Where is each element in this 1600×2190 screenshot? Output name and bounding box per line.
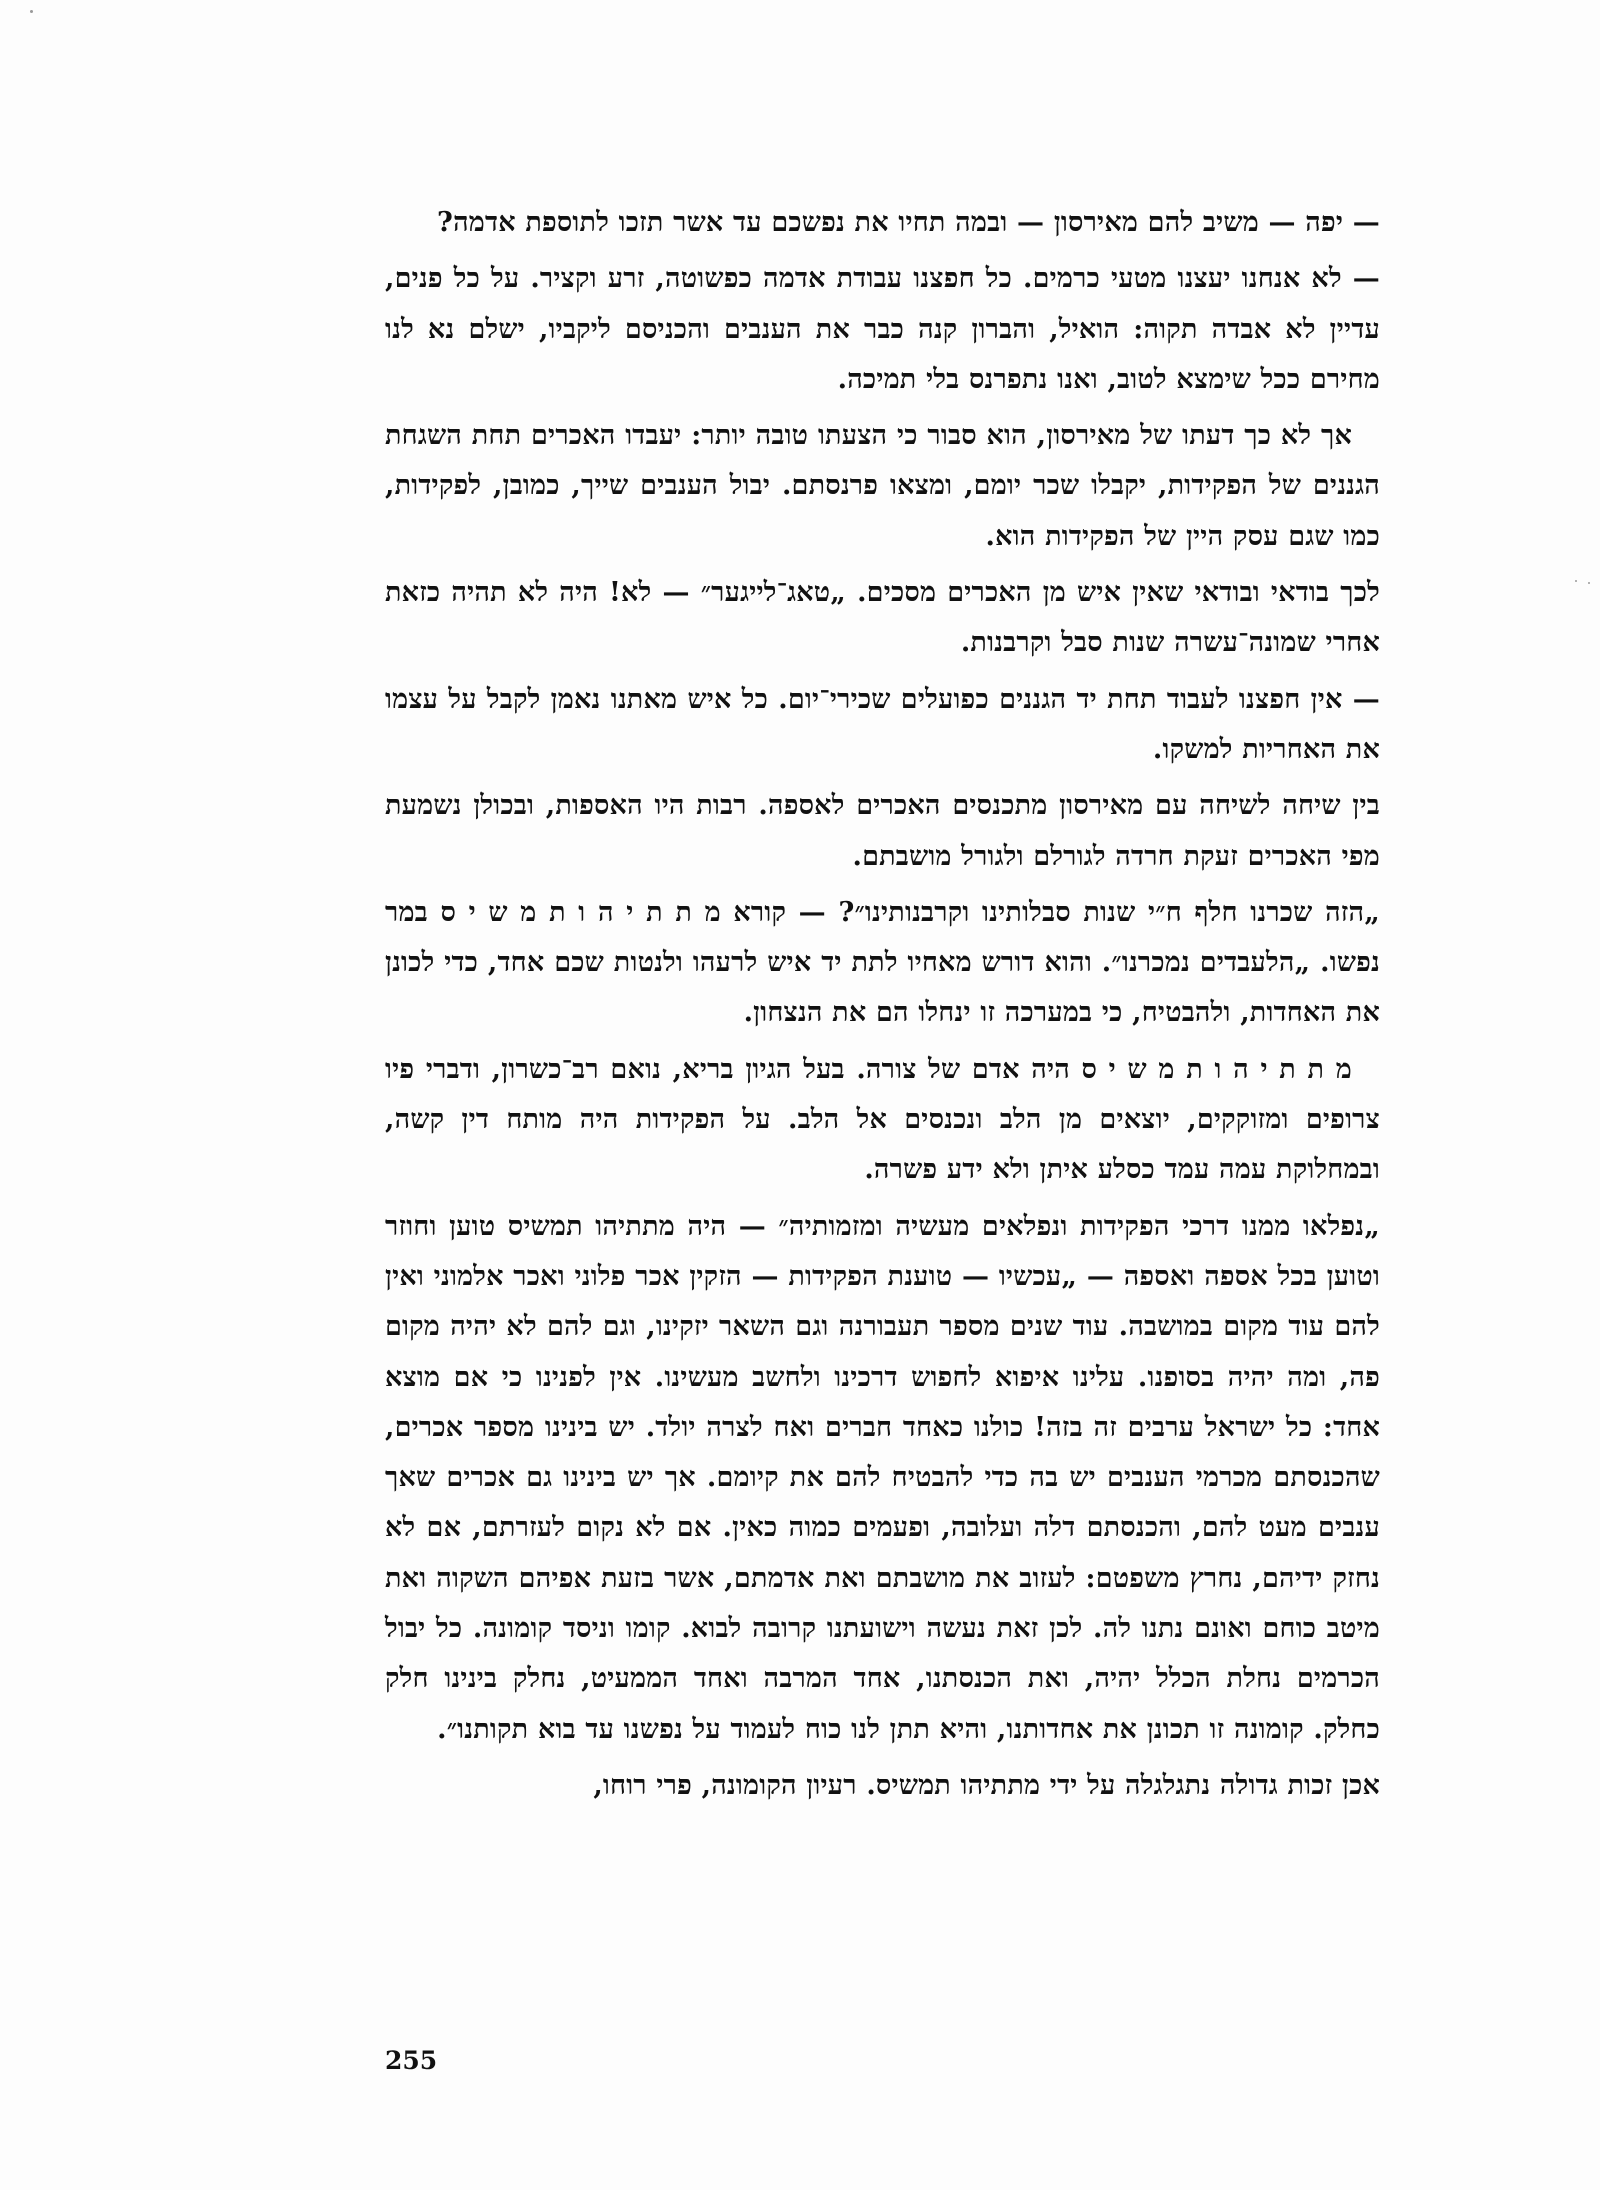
paragraph: — אין חפצנו לעבוד תחת יד הגננים כפועלים שכירי־יום. כל איש מאתנו נאמן לקבל על עצמו את האחריות למשקו.	[385, 683, 1380, 765]
paragraph: לכך בודאי ובודאי שאין איש מן האכרים מסכים. „טאג־לייגער״ — לא! היה לא תהיה כזאת אחרי שמונה־עשרה שנות סבל וקרבנות.	[385, 577, 1380, 659]
scan-speck	[1575, 580, 1577, 582]
paragraph: — לא אנחנו יעצנו מטעי כרמים. כל חפצנו עבודת אדמה כפשוטה, זרע וקציר. על כל פנים, עדיין לא אבדה תקוה: הואיל, והברון קנה כבר את הענבים והכניסם ליקביו, ישלם נא לנו מחירם ככל שימצא לטוב, ואנו נתפרנס בלי תמיכה.	[385, 263, 1380, 395]
paragraph: בין שיחה לשיחה עם מאירסון מתכנסים האכרים לאספה. רבות היו האספות, ובכולן נשמעת מפי האכרים זעקת חרדה לגורלם ולגורל מושבתם.	[385, 790, 1380, 872]
paragraph: אכן זכות גדולה נתגלגלה על ידי מתתיהו תמשיס. רעיון הקומונה, פרי רוחו,	[593, 1769, 1380, 1801]
paragraph: „נפלאו ממנו דרכי הפקידות ונפלאים מעשיה ומזמותיה״ — היה מתתיהו תמשיס טוען וחוזר וטוען בכל אספה ואספה — „עכשיו — טוענת הפקידות — הזקין אכר פלוני ואכר אלמוני ואין להם עוד מקום במושבה. עוד שנים מספר תעבורנה וגם השאר יזקינו, וגם להם לא יהיה מקום פה, ומה יהיה בסופנו. עלינו איפוא לחפוש דרכינו ולחשב מעשינו. אין לפנינו כי אם מוצא אחד: כל ישראל ערבים זה בזה! כולנו כאחד חברים ואח לצרה יולד. יש בינינו מספר אכרים, שהכנסתם מכרמי הענבים יש בה כדי להבטיח להם את קיומם. אך יש בינינו גם אכרים שאך ענבים מעט להם, והכנסתם דלה ועלובה, ופעמים כמוה כאין. אם לא נקום לעזרתם, אם לא נחזק ידיהם, נחרץ משפטם: לעזוב את מושבתם ואת אדמתם, אשר בזעת אפיהם השקוה ואת מיטב כוחם ואונם נתנו לה. לכן זאת נעשה וישועתנו קרובה לבוא. קומו וניסד קומונה. כל יבול הכרמים נחלת הכלל יהיה, ואת הכנסתנו, אחד המרבה ואחד הממעיט, נחלק בינינו חלק כחלק. קומונה זו תכונן את אחדותנו, והיא תתן לנו כוח לעמוד על נפשנו עד בוא תקותנו״.	[385, 1210, 1380, 1745]
body-text	[385, 198, 1380, 1817]
scan-speck	[30, 10, 33, 13]
scan-speck	[1588, 582, 1590, 584]
paragraph: „הזה שכרנו חלף ח״י שנות סבלותינו וקרבנותינו״? — קורא מ ת ת י ה ו ת מ ש י ס במר נפשו. „הלעבדים נמכרנו״. והוא דורש מאחיו לתת יד איש לרעהו ולנטות שכם אחד, כדי לכונן את האחדות, ולהבטיח, כי במערכה זו ינחלו הם את הנצחון.	[385, 896, 1380, 1029]
paragraph: — יפה — משיב להם מאירסון — ובמה תחיו את נפשכם עד אשר תזכו לתוספת אדמה?	[437, 207, 1380, 238]
paragraph: מ ת ת י ה ו ת מ ש י ס היה אדם של צורה. בעל הגיון בריא, נואם רב־כשרון, ודברי פיו צרופים ומזוקקים, יוצאים מן הלב ונכנסים אל הלב. על הפקידות היה מותח דין קשה, ובמחלוקת עמה עמד כסלע איתן ולא ידע פשרה.	[385, 1053, 1380, 1186]
paragraph: אך לא כך דעתו של מאירסון, הוא סבור כי הצעתו טובה יותר: יעבדו האכרים תחת השגחת הגננים של הפקידות, יקבלו שכר יומם, ומצאו פרנסתם. יבול הענבים שייך, כמובן, לפקידות, כמו שגם עסק היין של הפקידות הוא.	[385, 420, 1380, 552]
page-number: 255	[385, 2046, 438, 2075]
